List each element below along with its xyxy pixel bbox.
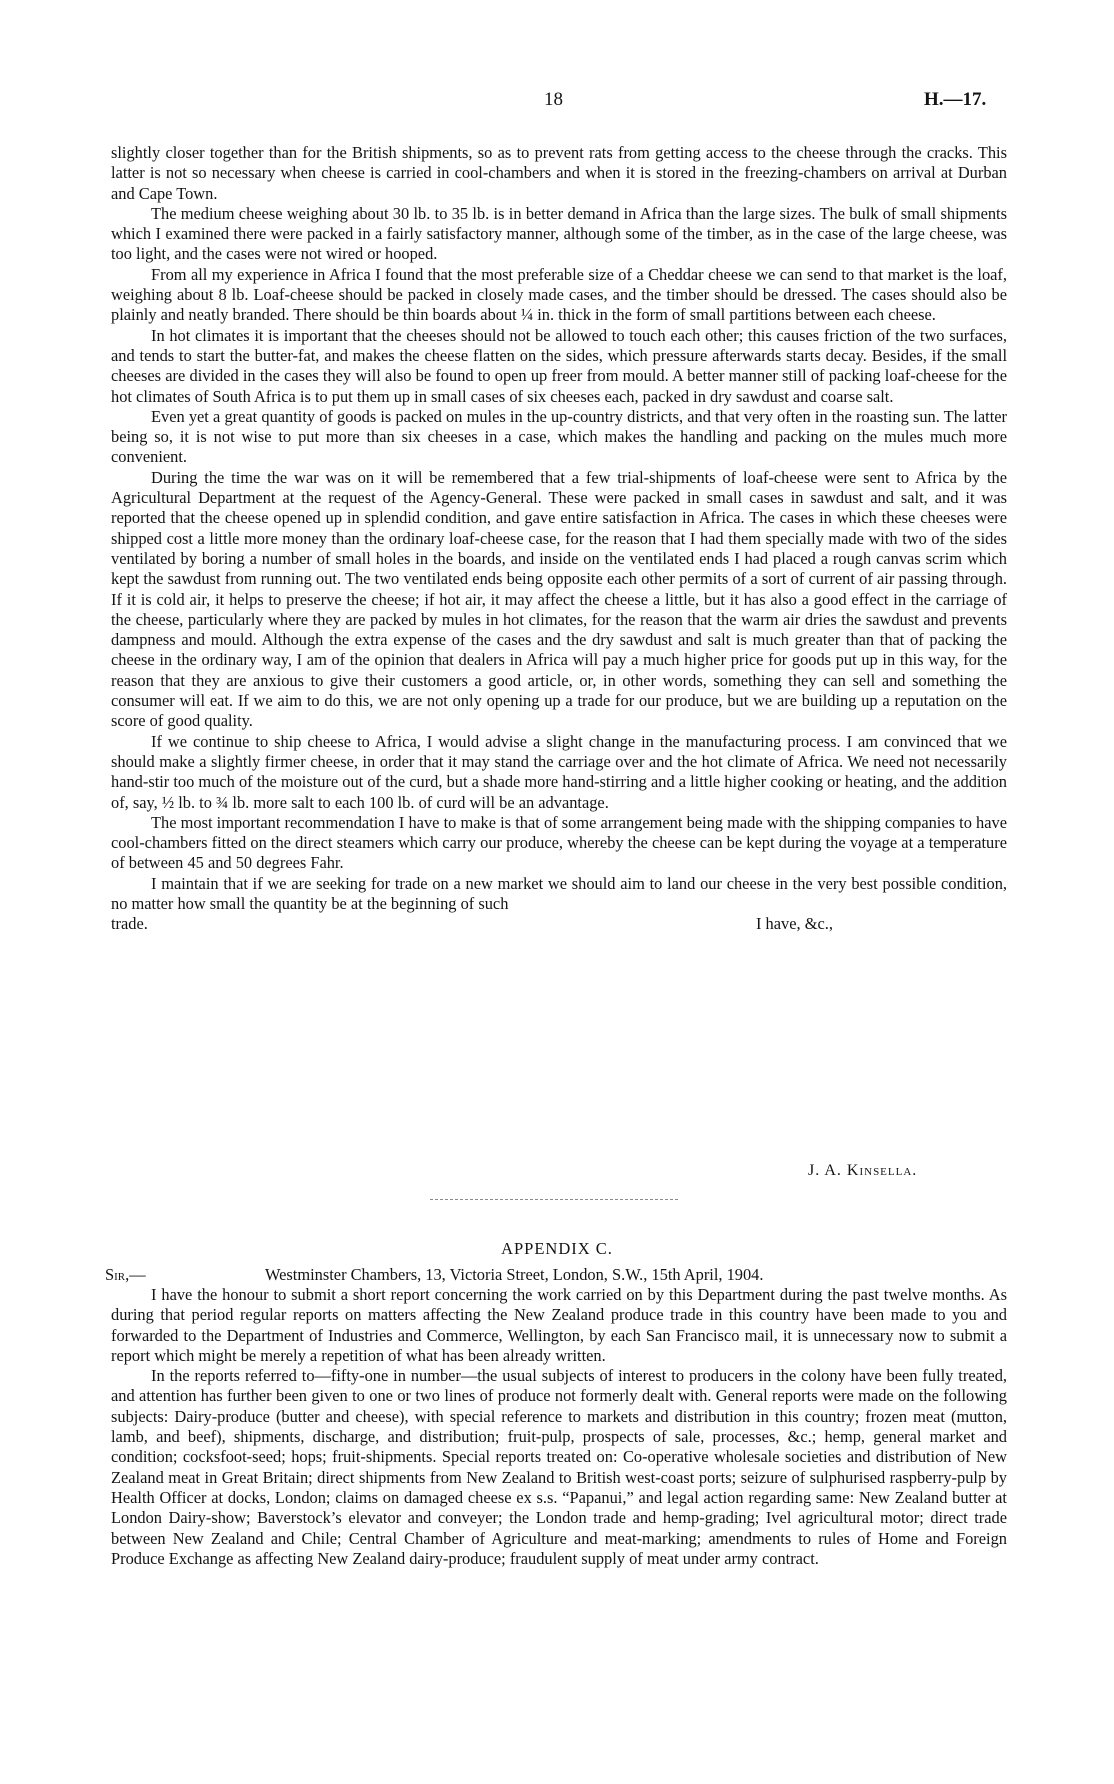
paragraph: The medium cheese weighing about 30 lb. to 35 lb. is in better demand in Africa than the large sizes. The bulk of small shipments which I examined there were packed in a fairly satisfactory manner, although some of the timber, as in the case of the large cheese, was too light, and the cases were not wired or hooped. — [111, 203, 1007, 264]
signature-initials: J. A. — [808, 1162, 842, 1179]
section-divider — [430, 1199, 678, 1200]
paragraph: In hot climates it is important that the cheeses should not be allowed to touch each other; this causes friction of the two surfaces, and tends to start the butter-fat, and makes the cheese flatten on the sides, which pressure afterwards starts decay. Besides, if the small cheeses are divided in the cases they will also be found to open up freer from mould. A better manner still of packing loaf-cheese for the hot climates of South Africa is to put them up in small cases of six cheeses each, packed in dry sawdust and coarse salt. — [111, 325, 1007, 406]
paragraph: slightly closer together than for the British shipments, so as to prevent rats from getting access to the cheese through the cracks. This latter is not so necessary when cheese is carried in cool-chambers and when it is stored in the freezing-chambers on arrival at Durban and Cape Town. — [111, 143, 1007, 203]
paragraph: I have the honour to submit a short report concerning the work carried on by this Department during the past twelve months. As during that period regular reports on matters affecting the New Zealand produce trade in this country have been made to you and forwarded to the Department of Industries and Commerce, Wellington, by each San Francisco mail, it is unnecessary now to submit a report which might be merely a repetition of what has been already written. — [111, 1285, 1007, 1365]
appendix-body — [111, 1285, 1007, 1569]
appendix-title: APPENDIX C. — [501, 1239, 613, 1258]
signature-surname: Kinsella. — [846, 1162, 918, 1179]
signature — [808, 1162, 917, 1180]
document-reference: H.—17. — [924, 89, 987, 110]
paragraph: From all my experience in Africa I found that the most preferable size of a Cheddar cheese we can send to that market is the loaf, weighing about 8 lb. Loaf-cheese should be packed in closely made cases, and the timber should be dressed. The cases should also be plainly and neatly branded. There should be thin boards about ¼ in. thick in the form of small partitions between each cheese. — [111, 264, 1007, 325]
page-number: 18 — [544, 89, 563, 110]
letter-body — [111, 143, 1007, 934]
address-line: Westminster Chambers, 13, Victoria Street, London, S.W., 15th April, 1904. — [265, 1265, 764, 1284]
closing-word: trade. — [111, 914, 148, 934]
paragraph: I maintain that if we are seeking for trade on a new market we should aim to land our cheese in the very best possible condition, no matter how small the quantity be at the beginning of such — [111, 873, 1007, 913]
paragraph: During the time the war was on it will be remembered that a few trial-shipments of loaf-cheese were sent to Africa by the Agricultural Department at the request of the Agency-General. These were packed in small cases in sawdust and salt, and it was reported that the cheese opened up in splendid condition, and gave entire satisfaction in Africa. The cases in which these cheeses were shipped cost a little more money than the ordinary loaf-cheese case, for the reason that I had them specially made with two of the sides ventilated by boring a number of small holes in the boards, and inside on the ventilated ends I had placed a rough canvas scrim which kept the sawdust from running out. The two ventilated ends being opposite each other permits of a sort of current of air passing through. If it is cold air, it helps to preserve the cheese; if hot air, it may affect the cheese a little, but it has also a good effect in the carriage of the cheese, particularly where they are packed by mules in hot climates, for the reason that the warm air dries the sawdust and prevents dampness and mould. Although the extra expense of the cases and the dry sawdust and salt is much greater than that of packing the cheese in the ordinary way, I am of the opinion that dealers in Africa will pay a much higher price for goods put up in this way, for the reason that they are anxious to give their customers a good article, or, in other words, something they can sell and something the consumer will eat. If we aim to do this, we are not only opening up a trade for our produce, but we are building up a reputation on the score of good quality. — [111, 467, 1007, 731]
closing-line — [111, 914, 1007, 934]
valediction: I have, &c., — [756, 914, 833, 934]
paragraph: If we continue to ship cheese to Africa, I would advise a slight change in the manufacturing process. I am convinced that we should make a slightly firmer cheese, in order that it may stand the carriage over and the hot climate of Africa. We need not necessarily hand-stir too much of the moisture out of the curd, but a shade more hand-stirring and a little higher cooking or heating, and the addition of, say, ½ lb. to ¾ lb. more salt to each 100 lb. of curd will be an advantage. — [111, 731, 1007, 812]
paragraph: The most important recommendation I have to make is that of some arrangement being made with the shipping companies to have cool-chambers fitted on the direct steamers which carry our produce, whereby the cheese can be kept during the voyage at a temperature of between 45 and 50 degrees Fahr. — [111, 812, 1007, 873]
paragraph: In the reports referred to—fifty-one in number—the usual subjects of interest to producers in the colony have been fully treated, and attention has further been given to one or two lines of produce not formerly dealt with. General reports were made on the following subjects: Dairy-produce (butter and cheese), with special reference to markets and distribution in this country; frozen meat (mutton, lamb, and beef), shipments, discharge, and distribution; fruit-pulp, prospects of sale, processes, &c.; hemp, general market and condition; cocksfoot-seed; hops; fruit-shipments. Special reports treated on: Co-operative wholesale societies and distribution of New Zealand meat in Great Britain; direct shipments from New Zealand to British west-coast ports; seizure of sulphurised raspberry-pulp by Health Officer at docks, London; claims on damaged cheese ex s.s. “Papanui,” and legal action regarding same: New Zealand butter at London Dairy-show; Baverstock’s elevator and conveyer; the London trade and hemp-grading; Ivel agricultural motor; direct trade between New Zealand and Chile; Central Chamber of Agriculture and meat-marking; amendments to rules of Home and Foreign Produce Exchange as affecting New Zealand dairy-produce; fraudulent supply of meat under army contract. — [111, 1366, 1007, 1568]
paragraph: Even yet a great quantity of goods is packed on mules in the up-country districts, and that very often in the roasting sun. The latter being so, it is not wise to put more than six cheeses in a case, which makes the handling and packing on the mules much more convenient. — [111, 406, 1007, 467]
salutation: Sir,— — [105, 1265, 146, 1284]
